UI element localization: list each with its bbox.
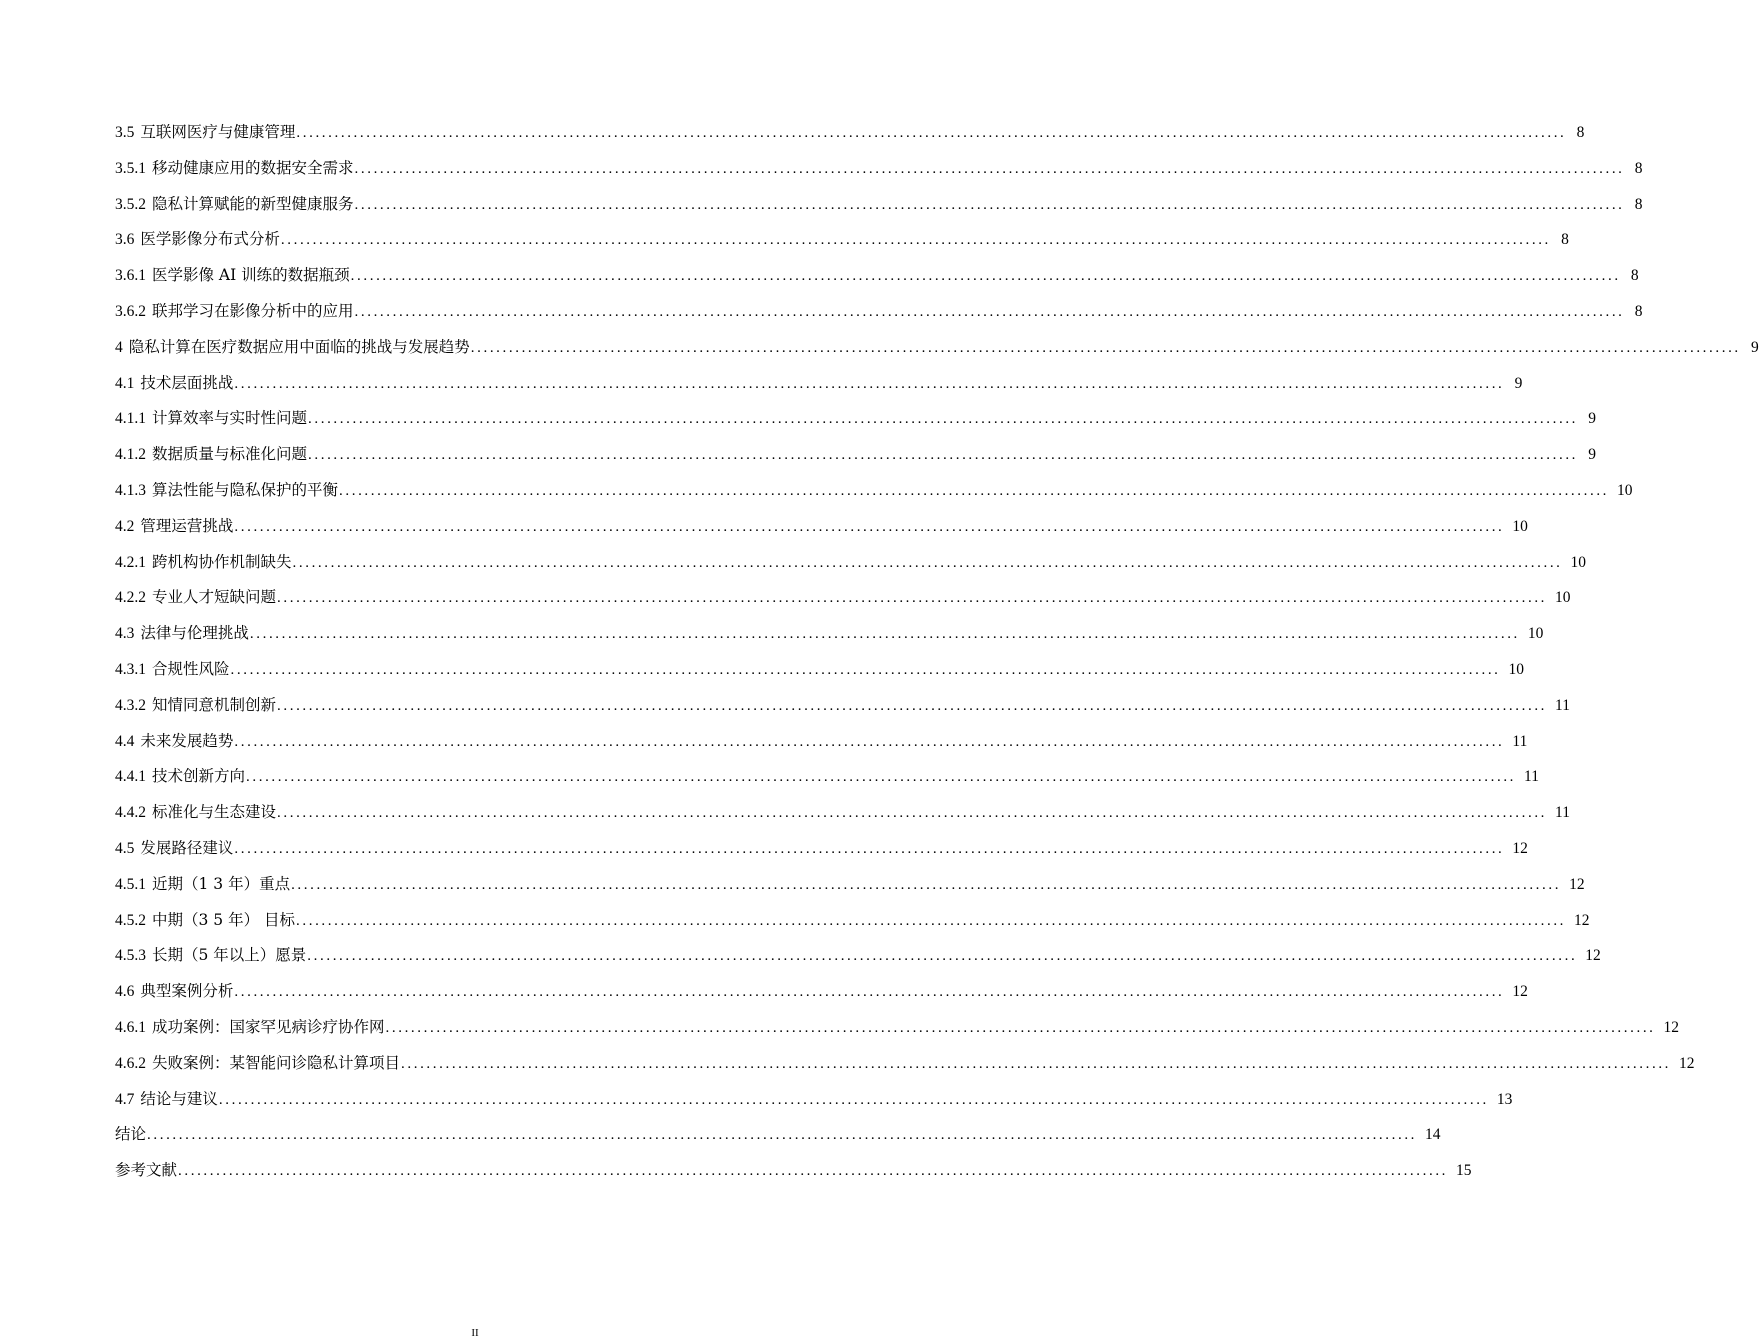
toc-entry-number: 3.6 xyxy=(115,231,135,249)
toc-leader-dots: ........................................................................................................................................................................................................ xyxy=(401,1055,1672,1072)
toc-entry-number: 4.2.2 xyxy=(115,589,146,607)
toc-entry[interactable] xyxy=(115,621,1544,657)
toc-entry-title: 结论 xyxy=(115,1125,147,1144)
toc-entry-title: 联邦学习在影像分析中的应用 xyxy=(152,301,354,320)
toc-entry-number: 4.4.1 xyxy=(115,768,146,786)
toc-entry-title: 医学影像分布式分析 xyxy=(140,230,280,249)
toc-entry-number: 4.6.1 xyxy=(115,1018,146,1036)
toc-entry-page: 8 xyxy=(1634,159,1643,177)
toc-entry-page: 8 xyxy=(1561,231,1569,249)
toc-leader-dots: ........................................................................................................................................................................................................ xyxy=(277,805,1548,822)
toc-entry-page: 10 xyxy=(1527,625,1544,643)
toc-entry-number: 4.1.2 xyxy=(115,446,146,464)
toc-entry-title: 专业人才短缺问题 xyxy=(152,588,277,607)
toc-entry-page: 10 xyxy=(1508,660,1525,678)
toc-entry-title: 发展路径建议 xyxy=(140,838,234,857)
toc-entry-number: 4.4.2 xyxy=(115,804,146,822)
toc-entry[interactable] xyxy=(115,120,1585,156)
toc-entry-title: 失败案例：某智能问诊隐私计算项目 xyxy=(152,1053,401,1072)
toc-entry[interactable] xyxy=(115,192,1643,228)
toc-entry-page: 12 xyxy=(1574,911,1590,929)
toc-entry-title: 医学影像 AI 训练的数据瓶颈 xyxy=(152,266,350,285)
toc-entry-page: 10 xyxy=(1512,517,1528,535)
toc-entry[interactable] xyxy=(115,657,1525,693)
toc-leader-dots: ........................................................................................................................................................................................................ xyxy=(234,375,1505,392)
toc-entry-title: 计算效率与实时性问题 xyxy=(152,409,308,428)
toc-entry-title: 隐私计算赋能的新型健康服务 xyxy=(152,194,354,213)
toc-leader-dots: ........................................................................................................................................................................................................ xyxy=(234,840,1505,857)
toc-entry[interactable] xyxy=(115,371,1523,407)
toc-entry[interactable] xyxy=(115,585,1571,621)
toc-entry-title: 近期（1 3 年）重点 xyxy=(152,874,291,893)
toc-entry[interactable] xyxy=(115,442,1597,478)
toc-entry[interactable] xyxy=(115,406,1597,442)
toc-leader-dots: ........................................................................................................................................................................................................ xyxy=(350,268,1621,285)
toc-leader-dots: ........................................................................................................................................................................................................ xyxy=(339,482,1610,499)
toc-entry-title: 隐私计算在医疗数据应用中面临的挑战与发展趋势 xyxy=(128,337,470,356)
toc-leader-dots: ........................................................................................................................................................................................................ xyxy=(354,303,1625,320)
toc-entry-number: 3.5 xyxy=(115,124,135,141)
toc-entry-number: 4.3.2 xyxy=(115,696,146,714)
toc-entry[interactable] xyxy=(115,836,1528,872)
toc-entry-number: 4.5.3 xyxy=(115,947,146,965)
toc-entry[interactable] xyxy=(115,514,1528,550)
toc-entry-page: 11 xyxy=(1555,804,1570,822)
toc-entry-page: 12 xyxy=(1512,839,1528,857)
toc-entry[interactable] xyxy=(115,979,1528,1015)
toc-leader-dots: ........................................................................................................................................................................................................ xyxy=(178,1163,1449,1180)
toc-entry-title: 技术层面挑战 xyxy=(140,373,234,392)
toc-entry-page: 12 xyxy=(1569,875,1585,893)
toc-entry[interactable] xyxy=(115,764,1539,800)
toc-entry[interactable] xyxy=(115,1158,1472,1194)
toc-entry[interactable] xyxy=(115,1087,1513,1123)
toc-leader-dots: ........................................................................................................................................................................................................ xyxy=(308,411,1579,428)
toc-entry[interactable] xyxy=(115,299,1643,335)
toc-entry[interactable] xyxy=(115,1015,1680,1051)
toc-entry-title: 知情同意机制创新 xyxy=(152,695,277,714)
toc-entry-number: 4.2.1 xyxy=(115,553,146,571)
toc-entry-page: 8 xyxy=(1576,124,1585,141)
toc-entry-number: 4.1.3 xyxy=(115,481,146,499)
toc-leader-dots: ........................................................................................................................................................................................................ xyxy=(246,769,1517,786)
toc-entry-title: 法律与伦理挑战 xyxy=(140,624,249,643)
toc-entry-title: 长期（5 年以上）愿景 xyxy=(152,946,307,965)
toc-leader-dots: ........................................................................................................................................................................................................ xyxy=(296,125,1567,141)
toc-entry[interactable] xyxy=(115,550,1587,586)
toc-entry[interactable] xyxy=(115,156,1643,192)
toc-leader-dots: ........................................................................................................................................................................................................ xyxy=(277,590,1548,607)
toc-entry-number: 3.6.1 xyxy=(115,267,146,285)
toc-entry-page: 10 xyxy=(1555,589,1571,607)
toc-entry-title: 成功案例：国家罕见病诊疗协作网 xyxy=(152,1017,385,1036)
toc-entry[interactable] xyxy=(115,943,1601,979)
toc-entry-title: 算法性能与隐私保护的平衡 xyxy=(152,480,339,499)
toc-leader-dots: ........................................................................................................................................................................................................ xyxy=(234,518,1505,535)
toc-leader-dots: ........................................................................................................................................................................................................ xyxy=(296,912,1567,929)
toc-entry[interactable] xyxy=(115,908,1590,944)
table-of-contents xyxy=(115,120,1759,1194)
toc-entry-page: 9 xyxy=(1514,374,1523,392)
toc-leader-dots: ........................................................................................................................................................................................................ xyxy=(249,626,1520,643)
page-number-footer: II xyxy=(471,1327,479,1339)
toc-entry-page: 11 xyxy=(1555,696,1570,714)
toc-entry-page: 8 xyxy=(1630,267,1639,285)
toc-leader-dots: ........................................................................................................................................................................................................ xyxy=(147,1127,1418,1144)
toc-entry-number: 4.6.2 xyxy=(115,1054,146,1072)
toc-entry-page: 8 xyxy=(1634,302,1643,320)
toc-entry[interactable] xyxy=(115,800,1570,836)
toc-entry-page: 14 xyxy=(1425,1126,1441,1144)
toc-entry-number: 3.6.2 xyxy=(115,302,146,320)
toc-entry-number: 4.3.1 xyxy=(115,660,146,678)
toc-entry-title: 移动健康应用的数据安全需求 xyxy=(152,158,354,177)
toc-entry-number: 4.5 xyxy=(115,839,135,857)
toc-entry-title: 合规性风险 xyxy=(152,659,230,678)
toc-entry-number: 4.3 xyxy=(115,625,135,643)
toc-entry[interactable] xyxy=(115,263,1639,299)
toc-leader-dots: ........................................................................................................................................................................................................ xyxy=(354,196,1625,213)
toc-entry-number: 3.5.1 xyxy=(115,159,146,177)
toc-entry-title: 技术创新方向 xyxy=(152,767,246,786)
toc-entry-number: 4.1 xyxy=(115,374,135,392)
toc-entry-page: 12 xyxy=(1585,947,1601,965)
toc-leader-dots: ........................................................................................................................................................................................................ xyxy=(308,447,1579,464)
toc-entry-number: 4.1.1 xyxy=(115,410,146,428)
toc-entry-page: 12 xyxy=(1663,1018,1680,1036)
toc-entry-number: 4.4 xyxy=(115,732,135,750)
toc-entry-number: 4 xyxy=(115,338,123,356)
toc-leader-dots: ........................................................................................................................................................................................................ xyxy=(277,697,1548,714)
toc-entry-title: 中期（3 5 年） 目标 xyxy=(152,910,296,929)
toc-entry[interactable] xyxy=(115,478,1633,514)
toc-entry-page: 9 xyxy=(1588,446,1597,464)
toc-leader-dots: ........................................................................................................................................................................................................ xyxy=(218,1091,1489,1108)
toc-entry-number: 4.6 xyxy=(115,983,135,1001)
toc-entry-page: 13 xyxy=(1496,1090,1513,1108)
toc-entry[interactable] xyxy=(115,227,1569,263)
toc-entry-page: 9 xyxy=(1751,338,1759,356)
toc-entry-page: 11 xyxy=(1512,732,1528,750)
toc-entry-page: 11 xyxy=(1524,768,1539,786)
toc-entry-title: 参考文献 xyxy=(115,1161,178,1180)
toc-leader-dots: ........................................................................................................................................................................................................ xyxy=(230,661,1501,678)
toc-entry-title: 结论与建议 xyxy=(140,1089,218,1108)
toc-entry[interactable] xyxy=(115,1122,1441,1158)
toc-entry-title: 跨机构协作机制缺失 xyxy=(152,552,292,571)
toc-entry-title: 数据质量与标准化问题 xyxy=(152,445,308,464)
toc-entry-page: 12 xyxy=(1679,1054,1695,1072)
toc-entry[interactable] xyxy=(115,693,1570,729)
toc-leader-dots: ........................................................................................................................................................................................................ xyxy=(234,984,1505,1001)
toc-leader-dots: ........................................................................................................................................................................................................ xyxy=(307,948,1578,965)
toc-entry[interactable] xyxy=(115,729,1528,765)
toc-leader-dots: ........................................................................................................................................................................................................ xyxy=(385,1019,1656,1036)
toc-entry-title: 管理运营挑战 xyxy=(140,516,234,535)
toc-leader-dots: ........................................................................................................................................................................................................ xyxy=(291,876,1562,893)
toc-entry-page: 15 xyxy=(1456,1162,1472,1180)
toc-leader-dots: ........................................................................................................................................................................................................ xyxy=(280,232,1551,249)
toc-entry-page: 10 xyxy=(1570,553,1587,571)
toc-entry[interactable] xyxy=(115,335,1759,371)
toc-entry-number: 4.7 xyxy=(115,1090,135,1108)
toc-entry[interactable] xyxy=(115,872,1585,908)
toc-entry-number: 4.2 xyxy=(115,517,135,535)
toc-entry-page: 12 xyxy=(1512,983,1528,1001)
toc-leader-dots: ........................................................................................................................................................................................................ xyxy=(354,160,1625,177)
toc-leader-dots: ........................................................................................................................................................................................................ xyxy=(234,733,1505,750)
toc-entry-number: 3.5.2 xyxy=(115,195,146,213)
toc-entry-page: 10 xyxy=(1617,481,1633,499)
toc-entry[interactable] xyxy=(115,1051,1695,1087)
toc-entry-title: 标准化与生态建设 xyxy=(152,803,277,822)
toc-entry-number: 4.5.2 xyxy=(115,911,146,929)
toc-entry-number: 4.5.1 xyxy=(115,875,146,893)
toc-entry-title: 典型案例分析 xyxy=(140,982,234,1001)
toc-leader-dots: ........................................................................................................................................................................................................ xyxy=(292,554,1563,571)
toc-leader-dots: ........................................................................................................................................................................................................ xyxy=(470,339,1741,356)
toc-entry-title: 互联网医疗与健康管理 xyxy=(140,123,296,141)
toc-entry-page: 9 xyxy=(1588,410,1597,428)
toc-entry-page: 8 xyxy=(1634,195,1643,213)
toc-entry-title: 未来发展趋势 xyxy=(140,731,234,750)
